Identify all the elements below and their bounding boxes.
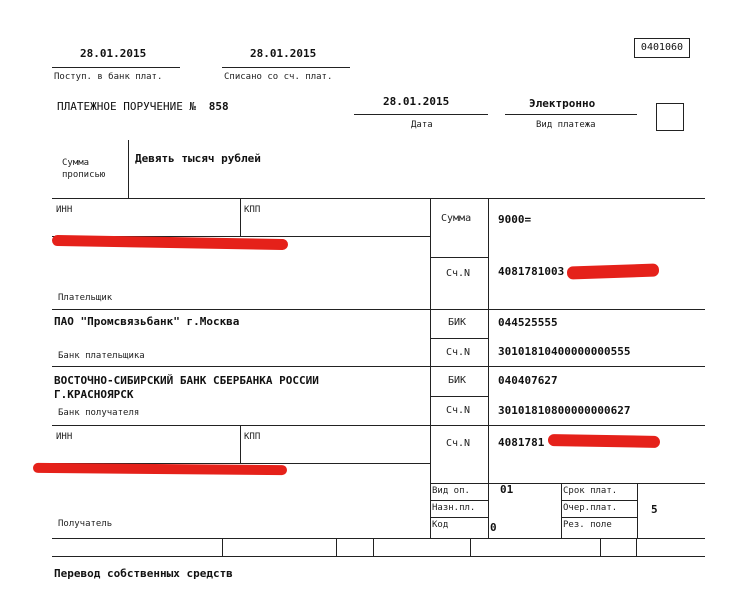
payer-bank-bik-value: 044525555 [498,316,558,329]
payer-bank-bik-label: БИК [448,317,467,328]
recipient-kpp-label: КПП [244,432,261,442]
amount-words-label: Сумма прописью [62,158,106,180]
recipient-bank-name-line2: Г.КРАСНОЯРСК [54,388,134,401]
order-date-label: Дата [411,120,433,130]
sum-label-line [430,257,488,258]
recipient-bank-account-value: 30101810800000000627 [498,404,631,417]
recipient-label: Получатель [58,519,113,529]
tax-divider-1 [222,538,223,556]
srok-label: Срок плат. [563,486,618,496]
amount-words-text: Девять тысяч рублей [135,152,261,165]
recipient-account-value: 4081781 [498,436,545,449]
payer-inn-label: ИНН [56,205,73,215]
received-date-label: Поступ. в банк плат. [54,72,163,82]
recipient-inn-kpp-divider [240,425,241,463]
recipient-bank-bik-value: 040407627 [498,374,558,387]
payer-bank-label: Банк плательщика [58,351,145,361]
payment-type-label: Вид платежа [536,120,596,130]
codes-row-line-2-right [561,517,637,518]
codes-divider-1 [488,483,489,538]
ocher-value: 5 [651,503,658,516]
form-code-box: 0401060 [634,38,690,58]
payer-bank-account-value: 30101810400000000555 [498,345,631,358]
codes-row-line-2-left [430,517,488,518]
recipient-bank-bottom-line [52,425,705,426]
order-number: 858 [208,100,229,113]
payer-bank-bottom-line [52,366,705,367]
order-title-text: ПЛАТЕЖНОЕ ПОРУЧЕНИЕ № [57,100,197,113]
payer-account-redaction [567,263,659,279]
recipient-bank-account-label: Сч.N [446,405,471,416]
codes-row-line-1-right [561,500,637,501]
received-date: 28.01.2015 [80,47,147,60]
codes-row-line-1-left [430,500,488,501]
payer-label: Плательщик [58,293,113,303]
order-date: 28.01.2015 [383,95,450,108]
payer-account-value: 4081781003 [498,265,565,278]
sum-value: 9000= [498,213,532,226]
payer-account-label: Сч.N [446,268,471,279]
naz-label: Назн.пл. [432,503,476,513]
tax-divider-3 [373,538,374,556]
tax-divider-5 [600,538,601,556]
payment-type: Электронно [529,97,596,110]
order-date-line [354,114,488,115]
codes-left-border [430,483,431,538]
payer-name-redaction [52,235,288,250]
recipient-account-label: Сч.N [446,438,471,449]
col-divider-main [430,198,431,483]
amount-words-divider [128,140,129,198]
amount-words-bottom-line [52,198,705,199]
codes-divider-3 [637,483,638,538]
kod-value: 0 [490,521,497,534]
col-divider-labels [488,198,489,483]
tax-divider-4 [470,538,471,556]
payer-bank-name: ПАО "Промсвязьбанк" г.Москва [54,315,240,328]
recipient-bank-bik-line [430,396,488,397]
recipient-bank-label: Банк получателя [58,408,140,418]
tax-divider-6 [636,538,637,556]
kod-label: Код [432,520,449,530]
tax-row-top-line [52,538,705,539]
debited-date: 28.01.2015 [250,47,317,60]
payer-bank-bik-line [430,338,488,339]
rez-label: Рез. поле [563,520,612,530]
sum-label: Сумма [441,213,472,224]
ocher-label: Очер.плат. [563,503,618,513]
payer-bank-account-label: Сч.N [446,347,471,358]
debited-date-label: Списано со сч. плат. [224,72,333,82]
recipient-bank-bik-label: БИК [448,375,467,386]
payer-kpp-label: КПП [244,205,261,215]
order-title [57,100,229,113]
tax-divider-2 [336,538,337,556]
codes-divider-2 [561,483,562,538]
received-date-line [52,67,180,68]
payer-inn-kpp-divider [240,198,241,236]
status-box [656,103,684,131]
debited-date-line [222,67,350,68]
payment-type-line [505,114,637,115]
payment-purpose: Перевод собственных средств [54,567,233,580]
vid-op-label: Вид оп. [432,486,470,496]
recipient-name-redaction [33,463,287,475]
vid-op-value: 01 [500,483,514,496]
tax-row-bottom-line [52,556,705,557]
payer-bottom-line [52,309,705,310]
recipient-account-redaction [548,434,660,448]
recipient-bank-name-line1: ВОСТОЧНО-СИБИРСКИЙ БАНК СБЕРБАНКА РОССИИ [54,374,319,387]
recipient-inn-label: ИНН [56,432,73,442]
codes-top-line [430,483,705,484]
